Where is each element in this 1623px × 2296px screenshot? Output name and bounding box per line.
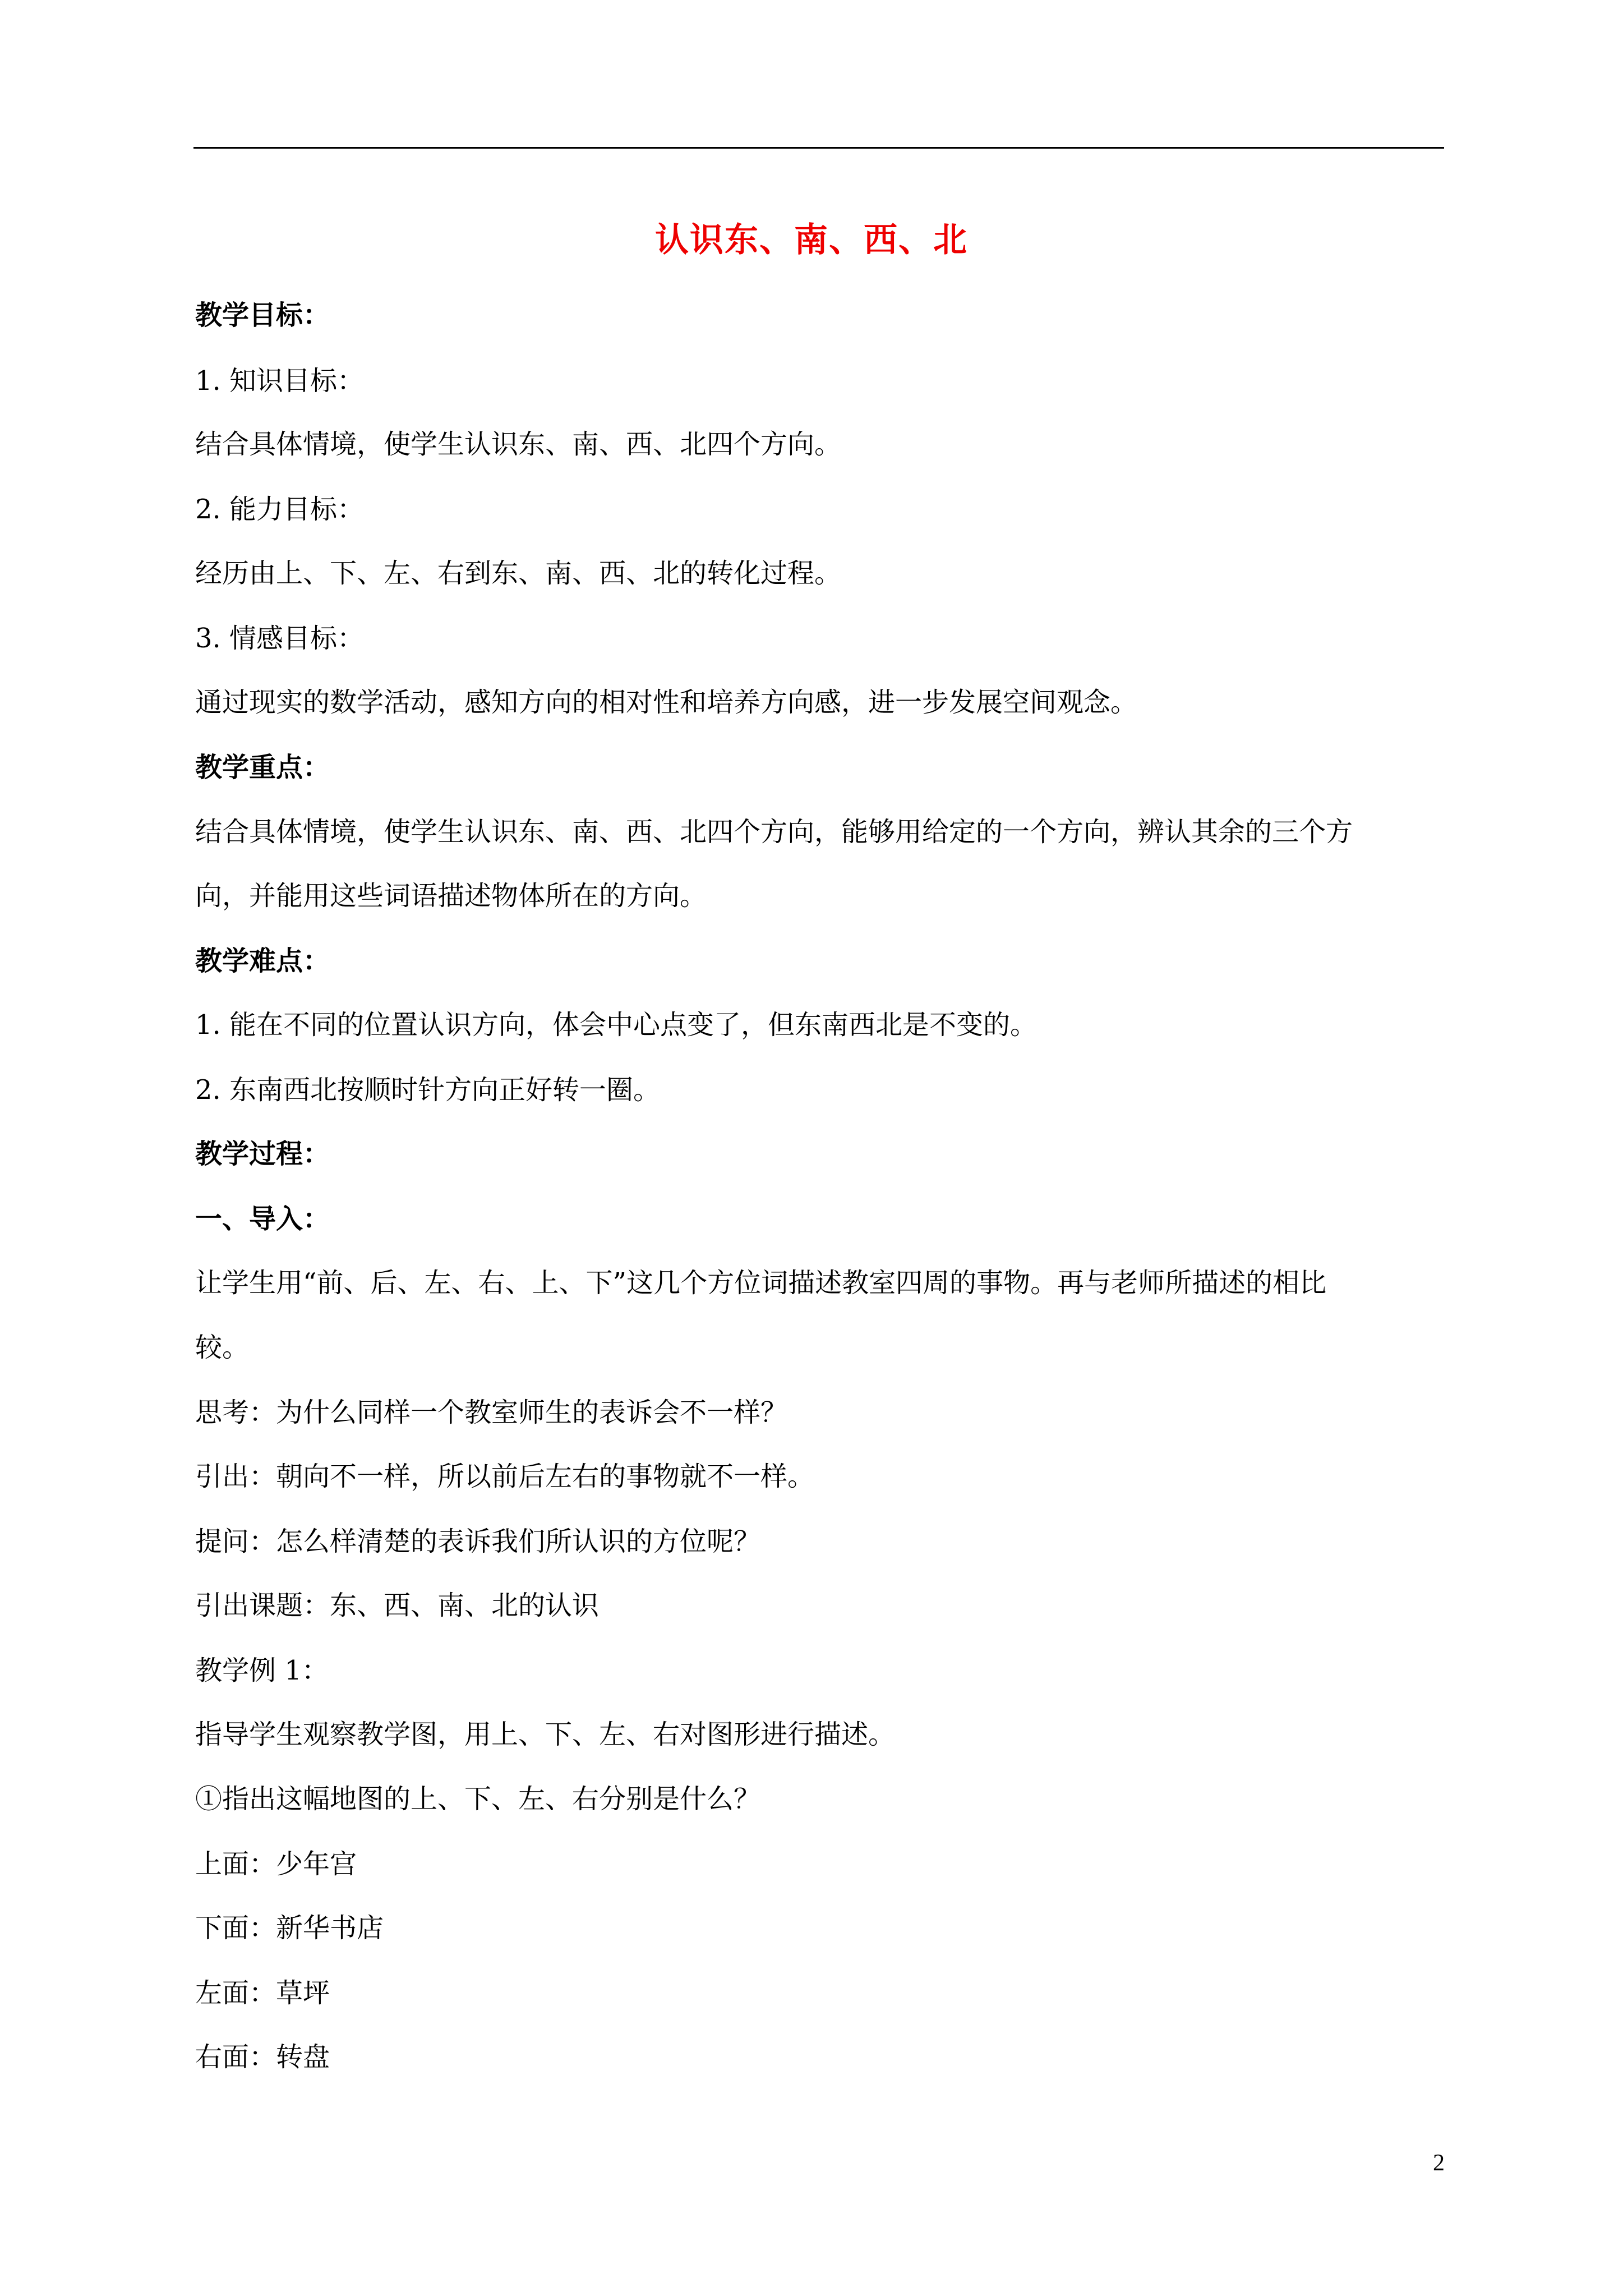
example-1-label: 教学例 1：	[195, 1655, 329, 1686]
example-1-instruction: 指导学生观察教学图，用上、下、左、右对图形进行描述。	[195, 1719, 896, 1750]
intro-text-2: 较。	[195, 1332, 250, 1363]
answer-bottom: 下面：新华书店	[195, 1912, 384, 1944]
goal-ability-label: 2. 能力目标：	[195, 494, 365, 525]
page-number: 2	[1433, 2150, 1445, 2176]
heading-teaching-goals: 教学目标：	[195, 300, 330, 331]
difficulty-2: 2. 东南西北按顺时针方向正好转一圈。	[195, 1074, 661, 1106]
heading-difficulties: 教学难点：	[195, 945, 330, 977]
heading-key-points: 教学重点：	[195, 752, 330, 783]
goal-knowledge-text: 结合具体情境，使学生认识东、南、西、北四个方向。	[195, 429, 842, 460]
goal-emotion-text: 通过现实的数学活动，感知方向的相对性和培养方向感，进一步发展空间观念。	[195, 687, 1138, 718]
key-points-text-2: 向，并能用这些词语描述物体所在的方向。	[195, 880, 707, 912]
think-question: 思考：为什么同样一个教室师生的表诉会不一样？	[195, 1397, 788, 1428]
answer-right: 右面：转盘	[195, 2041, 330, 2073]
answer-left: 左面：草坪	[195, 1977, 330, 2009]
goal-emotion-label: 3. 情感目标：	[195, 623, 365, 654]
example-1-question: ①指出这幅地图的上、下、左、右分别是什么？	[195, 1783, 761, 1815]
key-points-text-1: 结合具体情境，使学生认识东、南、西、北四个方向，能够用给定的一个方向，辨认其余的三个方	[195, 816, 1353, 848]
lead-out-1: 引出：朝向不一样，所以前后左右的事物就不一样。	[195, 1461, 815, 1492]
header-rule	[193, 147, 1444, 149]
goal-ability-text: 经历由上、下、左、右到东、南、西、北的转化过程。	[195, 558, 842, 589]
heading-introduction: 一、导入：	[195, 1203, 330, 1235]
lead-out-topic: 引出课题：东、西、南、北的认识	[195, 1590, 600, 1621]
answer-top: 上面：少年宫	[195, 1848, 357, 1880]
difficulty-1: 1. 能在不同的位置认识方向，体会中心点变了，但东南西北是不变的。	[195, 1009, 1038, 1041]
goal-knowledge-label: 1. 知识目标：	[195, 365, 365, 397]
intro-text-1: 让学生用“前、后、左、右、上、下”这几个方位词描述教室四周的事物。再与老师所描述的相比	[195, 1267, 1327, 1299]
document-title: 认识东、南、西、北	[655, 220, 968, 260]
heading-teaching-process: 教学过程：	[195, 1138, 330, 1170]
ask-question: 提问：怎么样清楚的表诉我们所认识的方位呢？	[195, 1526, 761, 1557]
